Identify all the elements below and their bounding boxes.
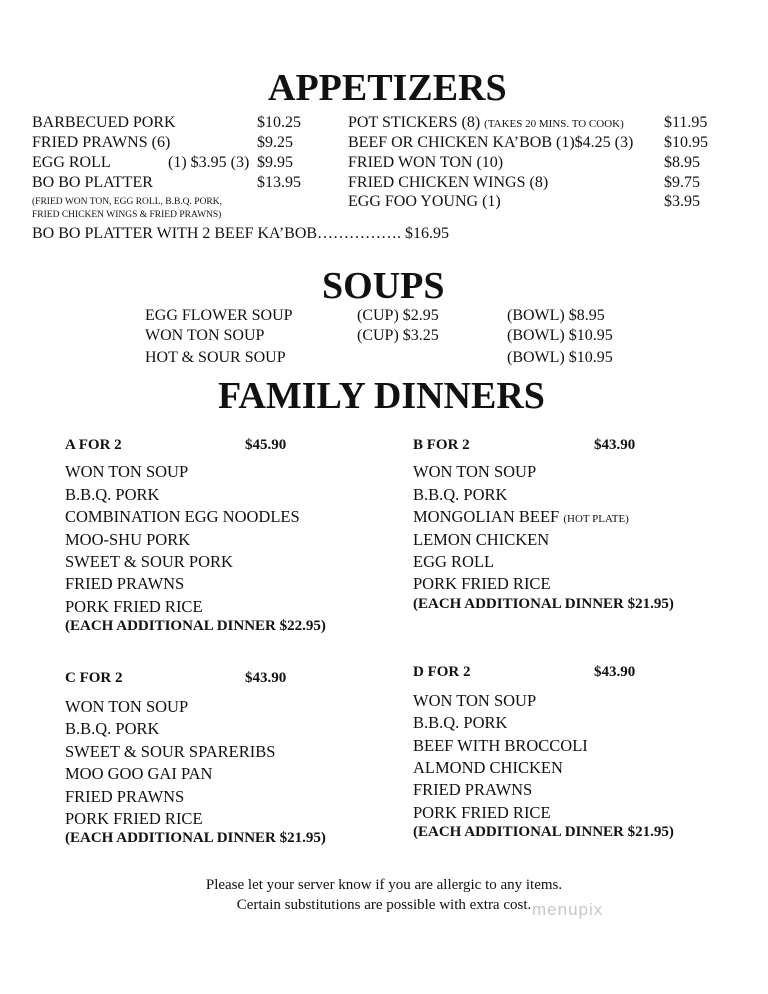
menu-item-price: $10.95 <box>664 134 708 151</box>
dinner-a-item: B.B.Q. PORK <box>65 485 160 504</box>
appetizers-title: APPETIZERS <box>268 67 507 109</box>
dinner-d-additional: (EACH ADDITIONAL DINNER $21.95) <box>413 824 674 840</box>
dinner-b-item <box>413 507 629 529</box>
dinner-c-item: FRIED PRAWNS <box>65 787 185 806</box>
soups-title: SOUPS <box>322 265 445 307</box>
menu-item-name: FRIED WON TON (10) <box>348 154 504 171</box>
platter-note: (FRIED WON TON, EGG ROLL, B.B.Q. PORK, <box>32 197 223 207</box>
soup-cup-price: (CUP) $3.25 <box>357 327 439 344</box>
soup-name: EGG FLOWER SOUP <box>145 307 293 324</box>
menu-item-price: $3.95 <box>664 193 700 210</box>
dinner-c-item: SWEET & SOUR SPARERIBS <box>65 742 276 761</box>
substitution-note: Certain substitutions are possible with extra cost. <box>236 897 532 913</box>
menu-item-name: BARBECUED PORK <box>32 114 176 131</box>
dinner-b-item: WON TON SOUP <box>413 462 537 481</box>
menu-item-name: BEEF OR CHICKEN KA’BOB (1)$4.25 (3) <box>348 134 634 151</box>
watermark: menupix <box>532 900 604 919</box>
menu-item-price: $10.25 <box>257 114 301 131</box>
dinner-a-item: FRIED PRAWNS <box>65 574 185 593</box>
hot-plate-note: (HOT PLATE) <box>563 513 629 525</box>
dinner-d-label: D FOR 2 <box>413 664 471 680</box>
dinner-a-item: COMBINATION EGG NOODLES <box>65 507 300 526</box>
dinner-a-item: PORK FRIED RICE <box>65 597 203 616</box>
dinner-c-item: MOO GOO GAI PAN <box>65 764 213 783</box>
menu-item-price: $9.75 <box>664 174 700 191</box>
soup-cup-price: (CUP) $2.95 <box>357 307 439 324</box>
special-platter: BO BO PLATTER WITH 2 BEEF KA’BOB……………. $16.95 <box>32 225 450 242</box>
menu-item-price: $13.95 <box>257 174 301 191</box>
dinner-a-additional: (EACH ADDITIONAL DINNER $22.95) <box>65 618 326 634</box>
dinner-c-additional: (EACH ADDITIONAL DINNER $21.95) <box>65 830 326 846</box>
soup-bowl-price: (BOWL) $10.95 <box>507 349 613 366</box>
dinner-b-item-label: MONGOLIAN BEEF <box>413 507 560 526</box>
soup-name: WON TON SOUP <box>145 327 265 344</box>
menu-item-price: $11.95 <box>664 114 708 131</box>
dinner-b-additional: (EACH ADDITIONAL DINNER $21.95) <box>413 596 674 612</box>
dinner-d-item: PORK FRIED RICE <box>413 803 551 822</box>
dinner-b-item: EGG ROLL <box>413 552 495 571</box>
dinner-a-price: $45.90 <box>245 437 287 453</box>
soup-bowl-price: (BOWL) $8.95 <box>507 307 605 324</box>
dinner-c-price: $43.90 <box>245 670 287 686</box>
soup-bowl-price: (BOWL) $10.95 <box>507 327 613 344</box>
menu-item-price: $9.25 <box>257 134 293 151</box>
menu-item-label: POT STICKERS (8) <box>348 114 481 131</box>
menu-item-option: (1) $3.95 (3) <box>168 154 250 171</box>
dinner-b-item: PORK FRIED RICE <box>413 574 551 593</box>
dinner-c-item: PORK FRIED RICE <box>65 809 203 828</box>
menu-item-note: (TAKES 20 MINS. TO COOK) <box>484 118 624 130</box>
dinner-d-price: $43.90 <box>594 664 636 680</box>
menu-item-name <box>348 113 624 134</box>
menu-item-name: FRIED PRAWNS (6) <box>32 134 171 151</box>
menu-item-price: $9.95 <box>257 154 293 171</box>
dinner-d-item: ALMOND CHICKEN <box>413 758 563 777</box>
dinner-c-item: B.B.Q. PORK <box>65 719 160 738</box>
dinner-b-item: LEMON CHICKEN <box>413 530 550 549</box>
allergy-note: Please let your server know if you are allergic to any items. <box>205 877 563 893</box>
menu-item-name: BO BO PLATTER <box>32 174 153 191</box>
dinner-a-label: A FOR 2 <box>65 437 122 453</box>
dinner-d-item: B.B.Q. PORK <box>413 713 508 732</box>
dinner-b-price: $43.90 <box>594 437 636 453</box>
dinner-c-label: C FOR 2 <box>65 670 123 686</box>
dinner-b-item: B.B.Q. PORK <box>413 485 508 504</box>
menu-item-name: EGG FOO YOUNG (1) <box>348 193 501 210</box>
dinner-a-item: SWEET & SOUR PORK <box>65 552 233 571</box>
dinner-c-item: WON TON SOUP <box>65 697 189 716</box>
dinner-b-label: B FOR 2 <box>413 437 470 453</box>
dinner-d-item: FRIED PRAWNS <box>413 780 533 799</box>
soup-name: HOT & SOUR SOUP <box>145 349 286 366</box>
platter-note: FRIED CHICKEN WINGS & FRIED PRAWNS) <box>32 210 222 220</box>
dinner-a-item: MOO-SHU PORK <box>65 530 191 549</box>
dinner-d-item: BEEF WITH BROCCOLI <box>413 736 588 755</box>
menu-item-price: $8.95 <box>664 154 700 171</box>
family-dinners-title: FAMILY DINNERS <box>218 375 545 417</box>
menu-item-name: FRIED CHICKEN WINGS (8) <box>348 174 549 191</box>
menu-item-name: EGG ROLL <box>32 154 111 171</box>
dinner-a-item: WON TON SOUP <box>65 462 189 481</box>
dinner-d-item: WON TON SOUP <box>413 691 537 710</box>
